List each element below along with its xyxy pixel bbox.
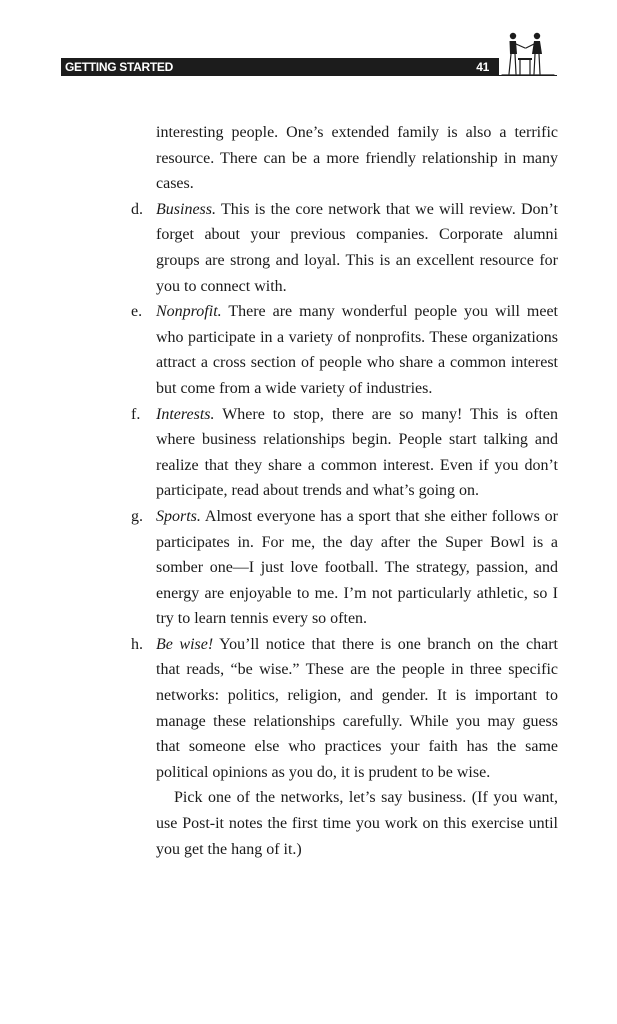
- item-lead: Nonprofit.: [156, 303, 222, 321]
- list-item: [131, 504, 558, 632]
- item-lead: Be wise!: [156, 635, 214, 653]
- list-item: [131, 197, 558, 299]
- section-title: GETTING STARTED: [65, 60, 173, 74]
- list-item: [131, 299, 558, 401]
- list-marker: e.: [131, 303, 143, 321]
- item-text: Almost everyone has a sport that she either follows or participates in. For me, the day after the Super Bowl is a somber one—I just love football. The strategy, passion, and energy are enjoyable to me. I’m not particularly athletic, so I try to learn tennis every so often.: [156, 507, 558, 628]
- list-marker: f.: [131, 405, 141, 423]
- running-header: [61, 58, 499, 76]
- closing-paragraph: Pick one of the networks, let’s say business. (If you want, use Post-it notes the first time you work on this exercise until you get the hang of it.): [156, 789, 558, 858]
- list-marker: d.: [131, 200, 143, 218]
- item-text: Where to stop, there are so many! This is often where business relationships begin. People start talking and realize that they share a common interest. Even if you don’t participate, read about trends and what’s going on.: [156, 405, 558, 500]
- list-marker: h.: [131, 635, 143, 653]
- item-text: You’ll notice that there is one branch on the chart that reads, “be wise.” These are the people in three specific networks: politics, religion, and gender. It is important to manage these relationships carefully. While you may guess that someone else who practices your faith has the same political opinions as you do, it is prudent to be wise.: [156, 635, 558, 781]
- item-lead: Business.: [156, 200, 216, 218]
- handshake-logo-icon: [498, 28, 558, 78]
- item-text: There are many wonderful people you will meet who participate in a variety of nonprofits. These organizations attract a cross section of people who share a common interest but come from a wide variety of industries.: [156, 303, 558, 397]
- list-item: [131, 402, 558, 504]
- item-lead: Sports.: [156, 507, 201, 525]
- page-body: [131, 120, 558, 862]
- item-text: This is the core network that we will review. Don’t forget about your previous companies. Corporate alumni groups are strong and loyal. This is an excellent resource for you to connect with.: [156, 200, 558, 295]
- item-lead: Interests.: [156, 405, 215, 423]
- list-marker: g.: [131, 507, 143, 525]
- page-number: 41: [476, 60, 489, 74]
- continuation-paragraph: interesting people. One’s extended family is also a terrific resource. There can be a more friendly relationship in many cases.: [156, 124, 558, 193]
- list-item: [131, 632, 558, 786]
